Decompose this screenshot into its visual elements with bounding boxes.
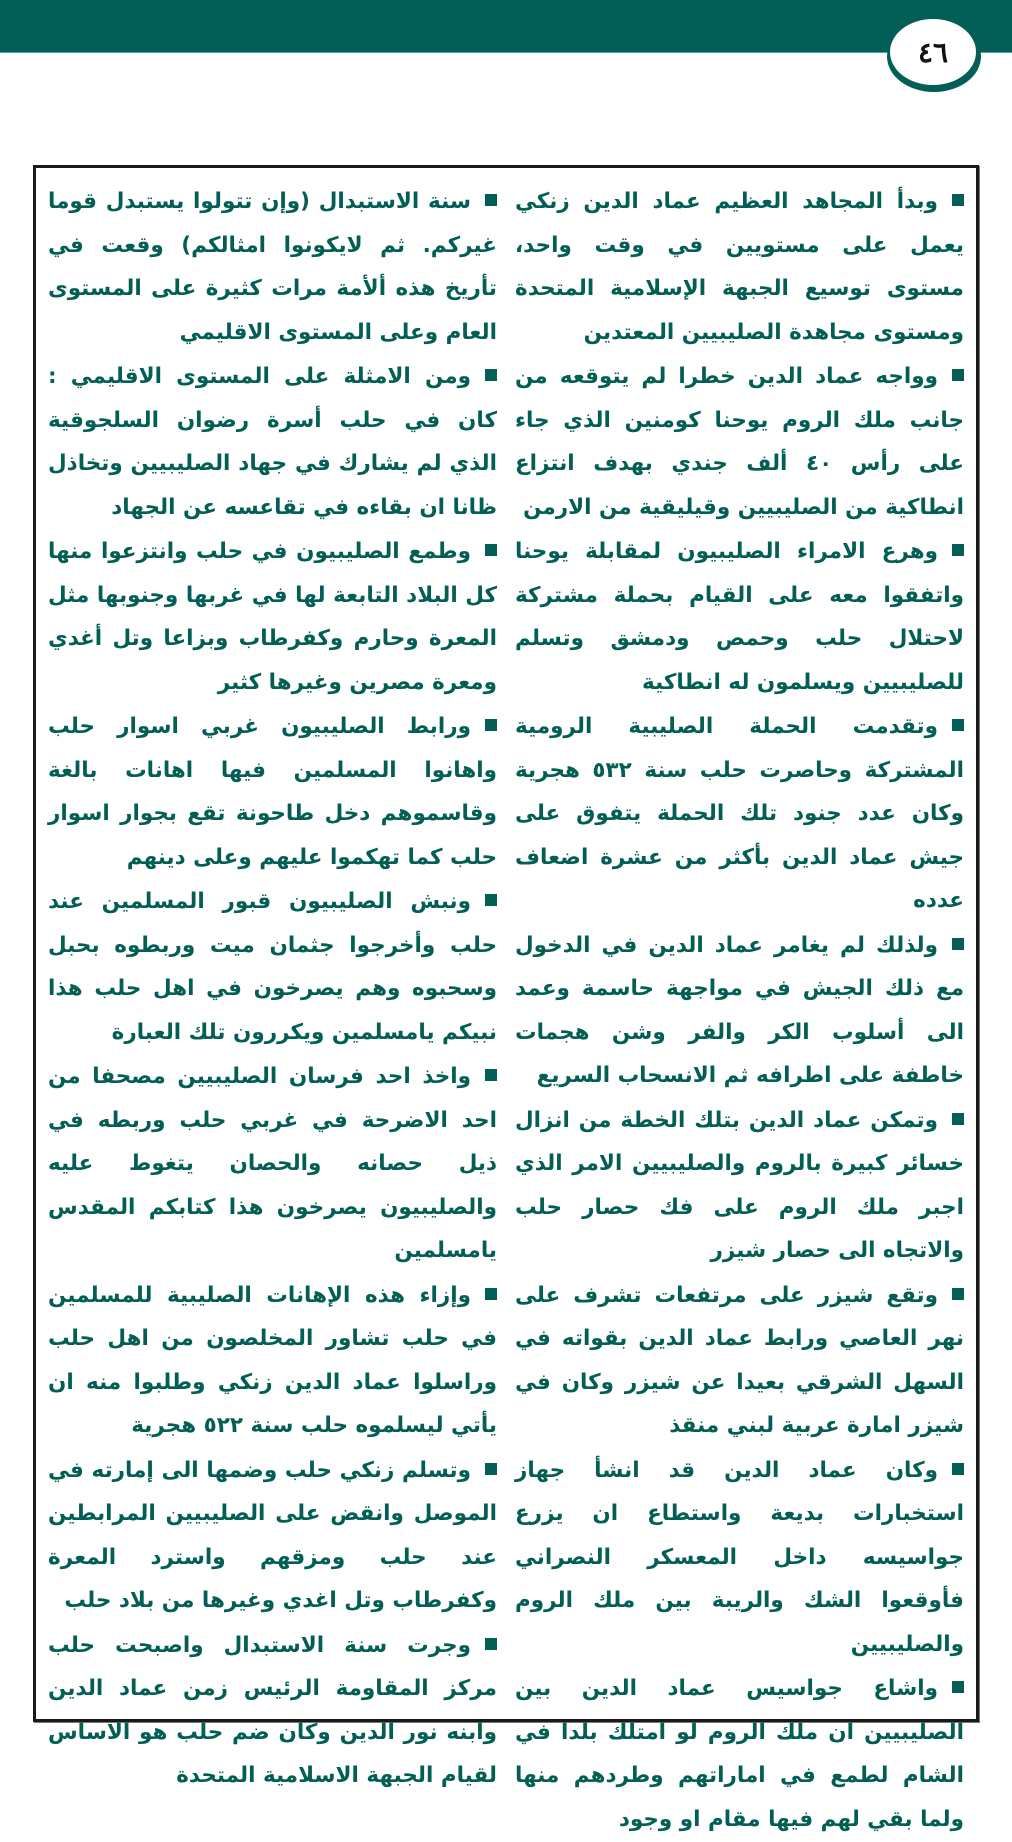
paragraph — [48, 1449, 497, 1623]
paragraph-text: وتسلم زنكي حلب وضمها الى إمارته في الموصل وانقض على الصليبيين المرابطين عند حلب ومزقهم واسترد المعرة وكفرطاب وتل اغدي وغيرها من بلاد حلب — [48, 1457, 497, 1613]
paragraph-text: سنة الاستبدال (وإن تتولوا يستبدل قوما غيركم. ثم لايكونوا امثالكم) وقعت في تأريخ هذه ألأمة مرات كثيرة على المستوى العام وعلى المستوى الاقليمي — [48, 189, 497, 345]
paragraph-text: ورابط الصليبيون غربي اسوار حلب واهانوا المسلمين فيها اهانات بالغة وقاسموهم دخل طاحونة تقع بجوار اسوار حلب كما تهكموا عليهم وعلى دينهم — [48, 714, 497, 870]
square-bullet-icon — [952, 194, 964, 206]
paragraph — [48, 1624, 497, 1798]
square-bullet-icon — [952, 369, 964, 381]
paragraph — [515, 530, 964, 704]
square-bullet-icon — [952, 1463, 964, 1475]
square-bullet-icon — [952, 544, 964, 556]
square-bullet-icon — [485, 1638, 497, 1650]
paragraph — [515, 1099, 964, 1273]
square-bullet-icon — [485, 369, 497, 381]
paragraph-text: واخذ احد فرسان الصليبيين مصحفا من احد الاضرحة في غربي حلب وربطه في ذيل حصانه والحصان يتغوط عليه والصليبيون يصرخون هذا كتابكم المقدس يامسلمين — [48, 1064, 497, 1263]
left-column — [515, 180, 964, 1842]
paragraph-text: وتقدمت الحملة الصليبية الرومية المشتركة وحاصرت حلب سنة ٥٣٢ هجرية وكان عدد جنود تلك الحملة يتفوق على جيش عماد الدين بأكثر من عشرة اضعاف عدده — [515, 714, 965, 913]
square-bullet-icon — [485, 1069, 497, 1081]
paragraph — [48, 1055, 497, 1273]
paragraph — [515, 705, 964, 923]
square-bullet-icon — [485, 719, 497, 731]
paragraph-text: وإزاء هذه الإهانات الصليبية للمسلمين في حلب تشاور المخلصون من اهل حلب وراسلوا عماد الدين زنكي وطلبوا منه ان يأتي ليسلموه حلب سنة ٥٢٢ هجرية — [48, 1282, 497, 1438]
paragraph — [515, 1449, 964, 1667]
paragraph-text: وواجه عماد الدين خطرا لم يتوقعه من جانب ملك الروم يوحنا كومنين الذي جاء على رأس ٤٠ ألف جندي بهدف انتزاع انطاكية من الصليبيين وقيليقية من الارمن — [515, 364, 964, 520]
page-number: ٤٦ — [917, 35, 949, 69]
paragraph — [515, 1667, 964, 1841]
paragraph — [48, 355, 497, 529]
square-bullet-icon — [485, 194, 497, 206]
paragraph-text: وطمع الصليبيون في حلب وانتزعوا منها كل البلاد التابعة لها في غربها وجنوبها مثل المعرة وحارم وكفرطاب وبزاعا وتل أغدي ومعرة مصرين وغيرها كثير — [48, 539, 497, 695]
paragraph — [48, 530, 497, 704]
paragraph — [515, 180, 964, 354]
square-bullet-icon — [952, 1681, 964, 1693]
paragraph-text: ومن الامثلة على المستوى الاقليمي : كان في حلب أسرة رضوان السلجوقية الذي لم يشارك في جهاد الصليبيين وتخاذل ظانا ان بقاءه في تقاعسه عن الجهاد — [48, 364, 497, 520]
square-bullet-icon — [485, 544, 497, 556]
square-bullet-icon — [485, 894, 497, 906]
paragraph — [515, 924, 964, 1098]
square-bullet-icon — [952, 1113, 964, 1125]
paragraph — [48, 1274, 497, 1448]
header-band — [0, 0, 1012, 53]
square-bullet-icon — [485, 1288, 497, 1300]
square-bullet-icon — [952, 938, 964, 950]
square-bullet-icon — [952, 719, 964, 731]
square-bullet-icon — [485, 1463, 497, 1475]
paragraph-text: ولذلك لم يغامر عماد الدين في الدخول مع ذلك الجيش في مواجهة حاسمة وعمد الى أسلوب الكر والفر وشن هجمات خاطفة على اطرافه ثم الانسحاب السريع — [515, 932, 964, 1088]
paragraph-text: وجرت سنة الاستبدال واصبحت حلب مركز المقاومة الرئيس زمن عماد الدين وابنه نور الدين وكان ضم حلب هو الاساس لقيام الجبهة الاسلامية المتحدة — [48, 1632, 497, 1788]
right-column — [48, 180, 497, 1842]
page-number-circle — [890, 19, 976, 85]
paragraph-text: وبدأ المجاهد العظيم عماد الدين زنكي يعمل على مستويين في وقت واحد، مستوى توسيع الجبهة الإسلامية المتحدة ومستوى مجاهدة الصليبيين المعتدين — [515, 189, 964, 345]
square-bullet-icon — [952, 1288, 964, 1300]
paragraph-text: وتمكن عماد الدين بتلك الخطة من انزال خسائر كبيرة بالروم والصليبيين الامر الذي اجبر ملك الروم على فك حصار حلب والاتجاه الى حصار شيزر — [515, 1107, 964, 1263]
paragraph — [515, 1274, 964, 1448]
paragraph — [48, 180, 497, 354]
content-frame — [33, 165, 979, 1832]
paragraph — [515, 355, 964, 529]
paragraph-text: ونبش الصليبيون قبور المسلمين عند حلب وأخرجوا جثمان ميت وربطوه بحبل وسحبوه وهم يصرخون في اهل حلب هذا نبيكم يامسلمين ويكررون تلك العبارة — [48, 889, 497, 1045]
text-columns — [48, 180, 964, 1842]
paragraph-text: وتقع شيزر على مرتفعات تشرف على نهر العاصي ورابط عماد الدين بقواته في السهل الشرقي بعيدا عن شيزر وكان في شيزر امارة عربية لبني منقذ — [515, 1282, 964, 1438]
paragraph-text: وهرع الامراء الصليبيون لمقابلة يوحنا واتفقوا معه على القيام بحملة مشتركة لاحتلال حلب وحمص ودمشق وتسلم للصليبيين ويسلمون له انطاكية — [515, 539, 964, 695]
paragraph-text: وكان عماد الدين قد انشأ جهاز استخبارات بديعة واستطاع ان يزرع جواسيسه داخل المعسكر النصراني فأوقعوا الشك والريبة بين ملك الروم والصليبيين — [515, 1457, 964, 1657]
paragraph — [48, 880, 497, 1054]
paragraph-text: واشاع جواسيس عماد الدين بين الصليبيين ان ملك الروم لو امتلك بلدا في الشام لطمع في اماراتهم وطردهم منها ولما بقي لهم فيها مقام او وجود — [515, 1676, 964, 1832]
paragraph — [48, 705, 497, 879]
